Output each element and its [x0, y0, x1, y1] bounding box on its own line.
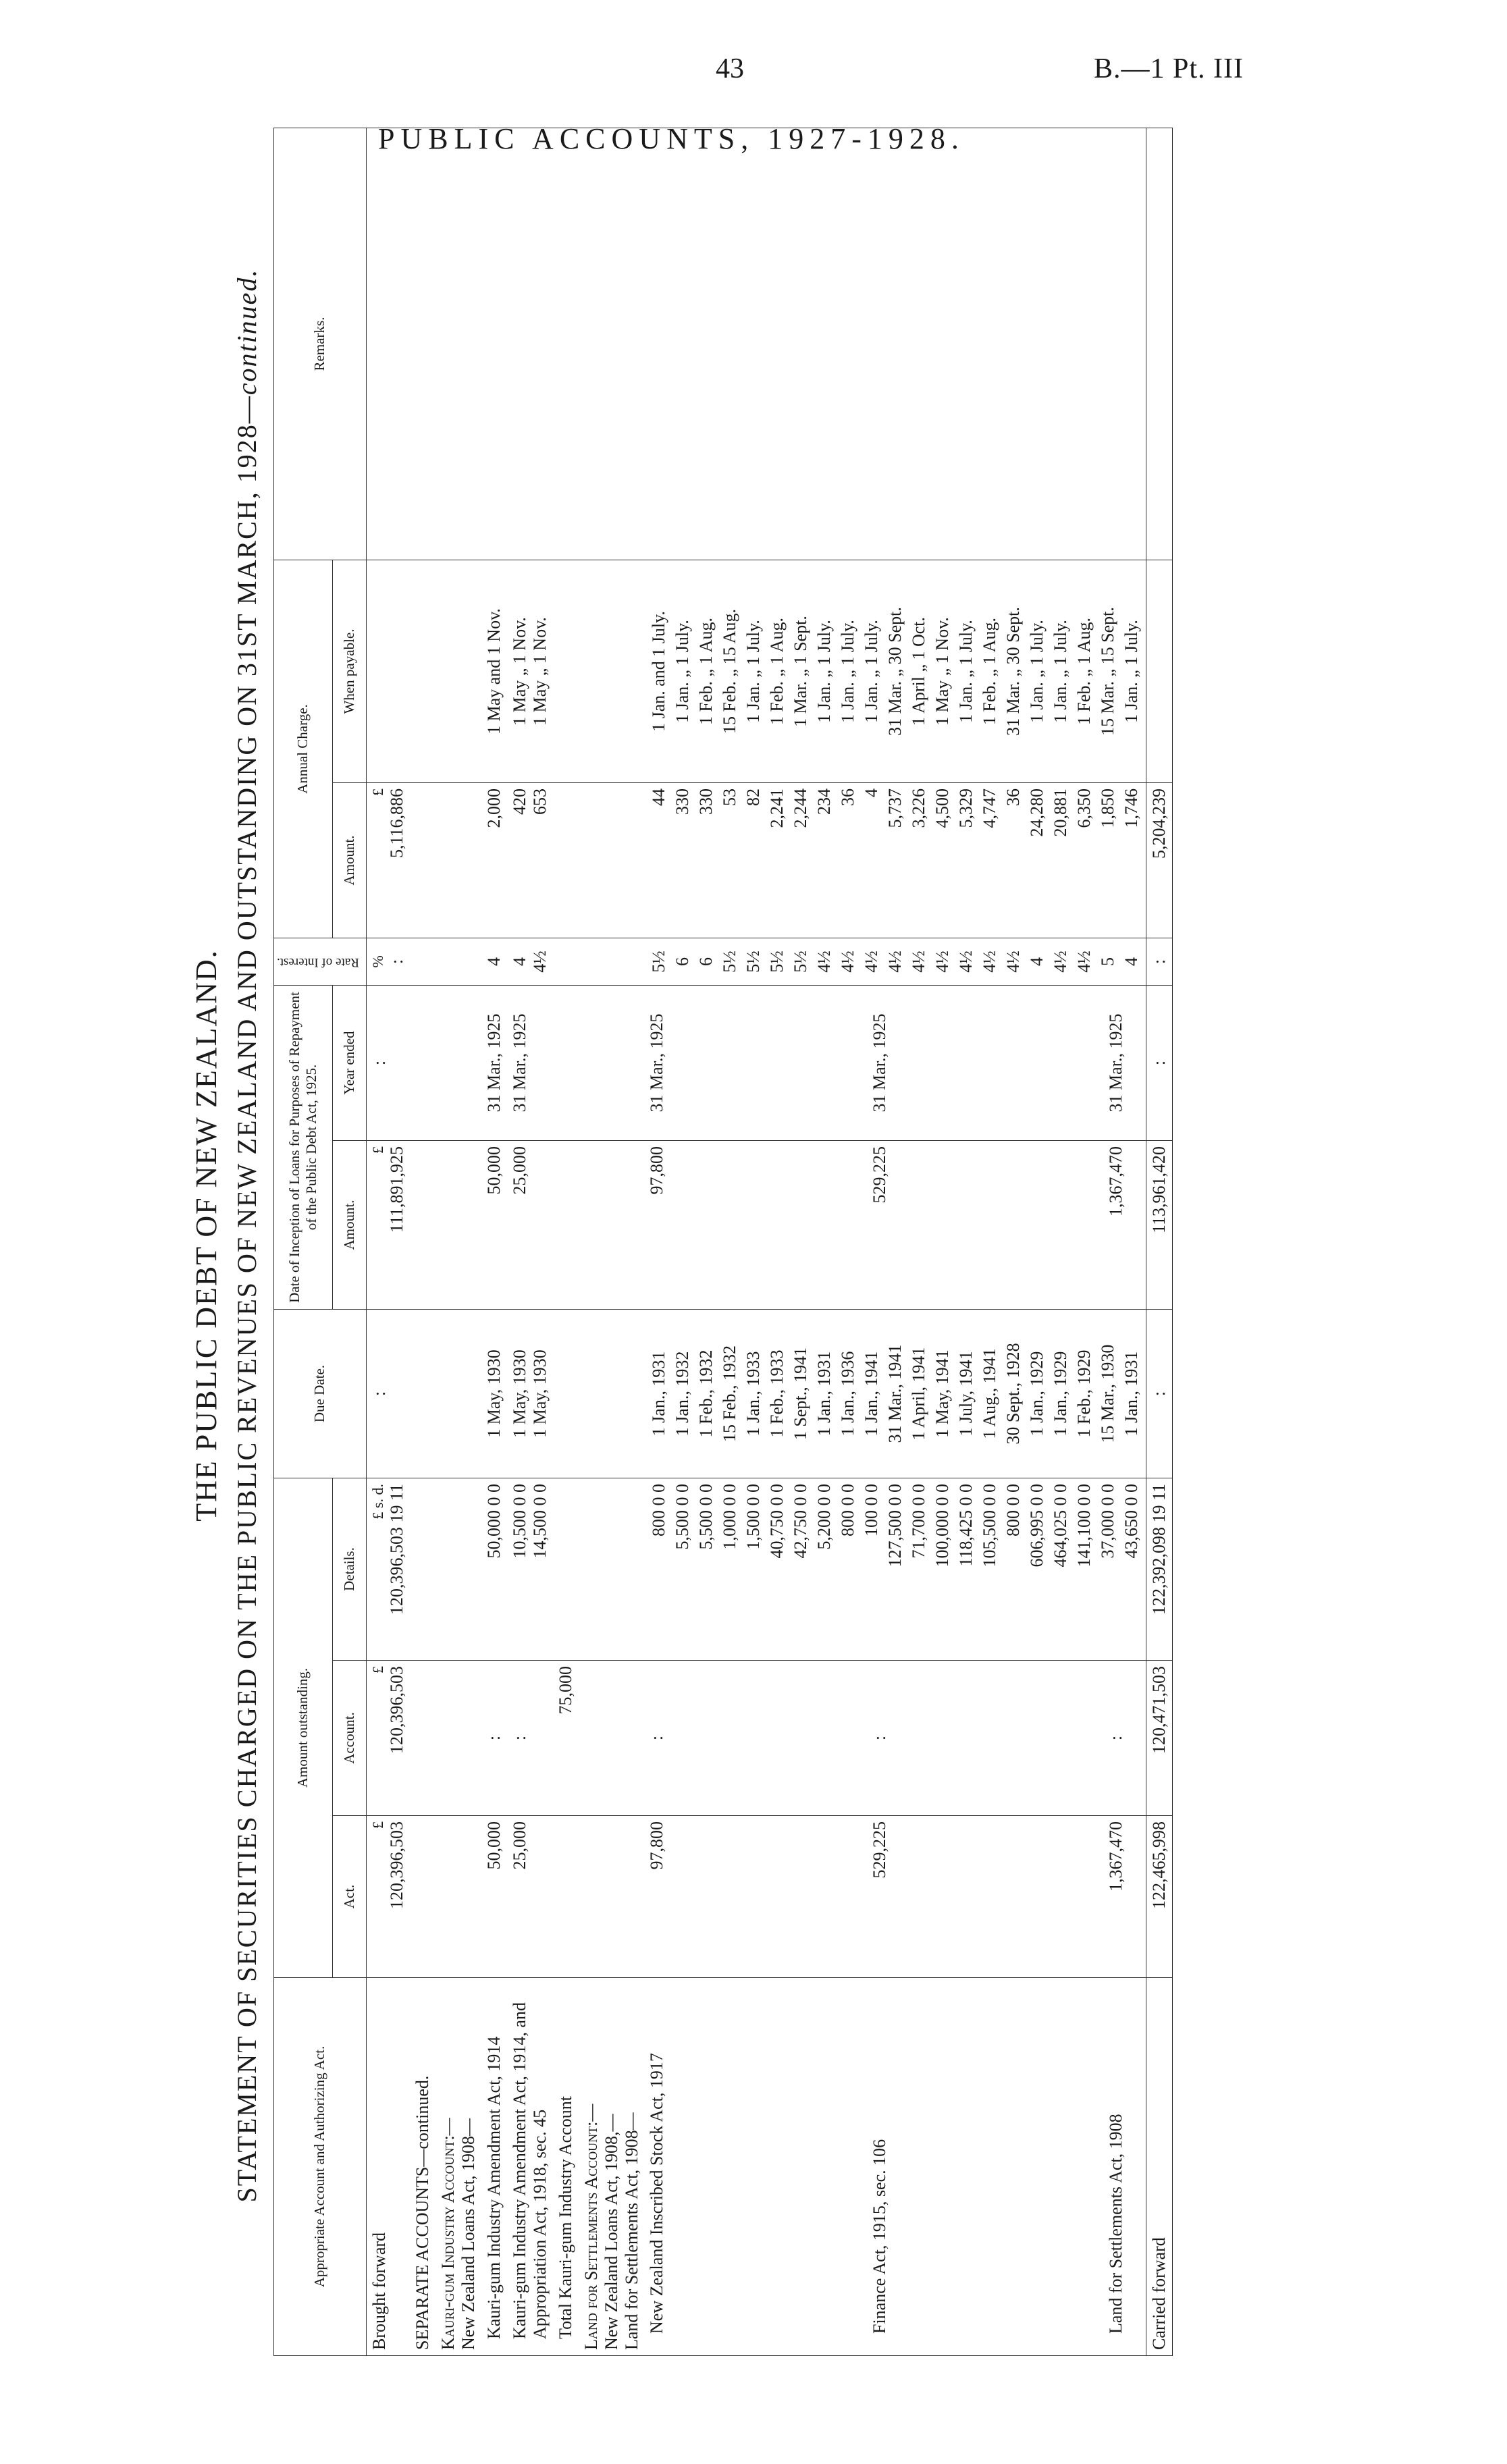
lfs-rate-line: 4½ [909, 950, 929, 973]
carried-forward-row [1146, 128, 1173, 2355]
rotated-table-sheet [189, 95, 1269, 2390]
col-header-act: Act. [332, 1816, 366, 1978]
lfs-due-line: 15 Mar., 1930 [1098, 1344, 1118, 1443]
lfs-detail-line: 37,000 0 0 [1098, 1484, 1118, 1559]
lfs-when-line: 1 Jan. „ 1 July. [862, 620, 882, 723]
lfs-detail-line: 5,500 0 0 [696, 1484, 716, 1550]
lfs-ac-line: 53 [720, 788, 740, 806]
lfs-rate-line: 5½ [720, 950, 740, 973]
lfs-ac-line: 2,241 [767, 788, 787, 828]
kauri-total: 75,000 [553, 1661, 579, 1816]
lfs-due-line: 1 Aug., 1941 [980, 1348, 1000, 1439]
lfs-when-line: 1 Feb. „ 1 Aug. [696, 618, 716, 725]
kauri-row-1-act: 50,000 [481, 1816, 507, 1978]
lfs-row-3-label: New Zealand Inscribed Stock Act, 1917 [647, 2053, 667, 2334]
col-header-inc-amount: Amount. [332, 1141, 366, 1310]
kauri-row-2 [507, 128, 553, 2355]
cf-ac-amount: 5,204,239 [1146, 782, 1173, 938]
lfs-ac-line: 44 [649, 788, 669, 806]
lfs-ac-line: 20,881 [1051, 788, 1071, 837]
lfs-detail-line: 105,500 0 0 [980, 1484, 1000, 1568]
lfs-due-line: 1 Sept., 1941 [791, 1347, 811, 1441]
lfs-when-line: 1 Jan. „ 1 July. [838, 620, 858, 723]
lfs-when-line: 1 Jan. „ 1 July. [672, 620, 693, 723]
lfs-detail-line: 71,700 0 0 [909, 1484, 929, 1559]
col-header-details: Details. [332, 1478, 366, 1661]
lfs-acts-amounts: 97,800 529,225 1,367,470 [644, 1816, 1146, 1978]
lfs-due-line: 1 Jan., 1941 [862, 1351, 882, 1437]
kauri-heading: Kauri-gum Industry Account:— [438, 2118, 458, 2350]
lfs-when-line: 1 Feb. „ 1 Aug. [767, 618, 787, 725]
kauri-subheading: New Zealand Loans Act, 1908— [458, 2118, 478, 2350]
lfs-due-line: 1 Jan., 1932 [672, 1351, 693, 1437]
lfs-ac-line: 6,350 [1074, 788, 1094, 828]
lfs-detail-line: 141,100 0 0 [1074, 1484, 1094, 1568]
kauri-row-2-year: 31 Mar., 1925 [507, 985, 553, 1140]
lfs-heading-row [579, 128, 645, 2355]
kauri-total-label: Total Kauri-gum Industry Account [553, 1978, 579, 2356]
lfs-detail-line: 100,000 0 0 [932, 1484, 953, 1568]
lfs-ac-line: 330 [672, 788, 693, 815]
lfs-rate-line: 6 [696, 957, 716, 966]
bf-details: £ s. d. 120,396,503 19 11 [367, 1478, 411, 1661]
lfs-detail-line: 800 0 0 [649, 1484, 669, 1536]
kauri-row-1-label: Kauri-gum Industry Amendment Act, 1914 [481, 1978, 507, 2356]
lfs-ac-line: 5,329 [956, 788, 976, 828]
lfs-when-line: 31 Mar. „ 30 Sept. [1003, 607, 1024, 736]
separate-accounts-heading: SEPARATE ACCOUNTS—continued. [410, 1978, 435, 2356]
kauri-total-row [553, 128, 579, 2355]
lfs-detail-line: 40,750 0 0 [767, 1484, 787, 1559]
table-subtitle [231, 88, 263, 2383]
lfs-detail-line: 5,500 0 0 [672, 1484, 693, 1550]
lfs-when-line: 1 Jan. „ 1 July. [1027, 620, 1047, 723]
lfs-ac-amounts [644, 782, 1146, 938]
lfs-when-payable [644, 560, 1146, 782]
lfs-when-line: 1 Feb. „ 1 Aug. [980, 618, 1000, 725]
cf-details: 122,392,098 19 11 [1146, 1478, 1173, 1661]
lfs-due-line: 30 Sept., 1928 [1003, 1343, 1024, 1445]
lfs-due-line: 31 Mar., 1941 [885, 1344, 905, 1443]
kauri-row-1-year: 31 Mar., 1925 [481, 985, 507, 1140]
lfs-due-line: 1 July, 1941 [956, 1351, 976, 1437]
lfs-detail-line: 606,995 0 0 [1027, 1484, 1047, 1568]
lfs-rate-line: 4 [1027, 957, 1047, 966]
lfs-ac-line: 330 [696, 788, 716, 815]
lfs-ac-line: 4,747 [980, 788, 1000, 828]
lfs-due-line: 1 Jan., 1929 [1051, 1351, 1071, 1437]
lfs-due-line: 1 Jan., 1929 [1027, 1351, 1047, 1437]
col-header-remarks: Remarks. [274, 128, 367, 560]
lfs-ac-line: 36 [1003, 788, 1024, 806]
lfs-when-line: 15 Feb. „ 15 Aug. [720, 609, 740, 734]
kauri-row-2-account: : [507, 1661, 553, 1816]
lfs-detail-line: 42,750 0 0 [791, 1484, 811, 1559]
lfs-when-line: 31 Mar. „ 30 Sept. [885, 607, 905, 736]
kauri-row-2-label: Kauri-gum Industry Amendment Act, 1914, and Appropriation Act, 1918, sec. 45 [507, 1978, 553, 2356]
lfs-ac-line: 3,226 [909, 788, 929, 828]
cf-rate: : [1146, 938, 1173, 985]
lfs-rate-line: 4½ [932, 950, 953, 973]
lfs-due-line: 1 Jan., 1931 [814, 1351, 835, 1437]
bf-inc-amount: £ 111,891,925 [367, 1141, 411, 1310]
lfs-ac-line: 234 [814, 788, 835, 815]
kauri-row-2-details: 10,500 0 0 14,500 0 0 [507, 1478, 553, 1661]
rate-label: Rate of Interest. [277, 955, 359, 969]
lfs-rate-line: 5½ [649, 950, 669, 973]
lfs-ac-line: 4,500 [932, 788, 953, 828]
lfs-ac-line: 2,244 [791, 788, 811, 828]
bf-rate: % : [367, 938, 411, 985]
lfs-due-line: 1 Feb., 1932 [696, 1349, 716, 1438]
cf-act: 122,465,998 [1146, 1816, 1173, 1978]
lfs-acts [644, 1978, 1146, 2356]
lfs-inc-amounts: 97,800 529,225 1,367,470 [644, 1141, 1146, 1310]
brought-forward-row [367, 128, 411, 2355]
lfs-detail-line: 800 0 0 [1003, 1484, 1024, 1536]
lfs-when-line: 1 Jan. „ 1 July. [956, 620, 976, 723]
kauri-row-2-ac: 420 653 [507, 782, 553, 938]
lfs-row [644, 128, 1146, 2355]
col-header-year-ended: Year ended [332, 985, 366, 1140]
lfs-years: 31 Mar., 1925 31 Mar., 1925 31 Mar., 1925 [644, 985, 1146, 1140]
lfs-ac-line: 4 [862, 788, 882, 797]
table-title: THE PUBLIC DEBT OF NEW ZEALAND. [190, 949, 223, 1522]
bf-due: : [367, 1310, 411, 1478]
lfs-when-line: 1 Jan. „ 1 July. [743, 620, 764, 723]
lfs-when-line: 1 April „ 1 Oct. [909, 616, 929, 726]
carried-forward-label: Carried forward [1146, 1978, 1173, 2356]
lfs-detail-line: 464,025 0 0 [1051, 1484, 1071, 1568]
col-header-account-col: Account. [332, 1661, 366, 1816]
subtitle-text: STATEMENT OF SECURITIES CHARGED ON THE PUBLIC REVENUES OF NEW ZEALAND AND OUTSTANDING ON 31ST MARCH, 1928— [232, 395, 262, 2203]
lfs-rate-line: 4½ [1051, 950, 1071, 973]
lfs-detail-line: 43,650 0 0 [1121, 1484, 1142, 1559]
lfs-sub1: New Zealand Loans Act, 1908,— [601, 2114, 621, 2350]
subtitle-continued: continued. [232, 268, 262, 396]
page-number: 43 [716, 53, 744, 84]
lfs-ac-line: 1,850 [1098, 788, 1118, 828]
lfs-due-line: 1 Jan., 1936 [838, 1351, 858, 1437]
lfs-due-line: 1 Jan., 1933 [743, 1351, 764, 1437]
lfs-when-line: 1 Jan. „ 1 July. [1121, 620, 1142, 723]
brought-forward-label: Brought forward [367, 1978, 411, 2356]
lfs-rate-line: 4½ [1074, 950, 1094, 973]
lfs-detail-line: 5,200 0 0 [814, 1484, 835, 1550]
lfs-rate-line: 4½ [862, 950, 882, 973]
kauri-row-2-act: 25,000 [507, 1816, 553, 1978]
lfs-rates [644, 938, 1146, 985]
cf-due: : [1146, 1310, 1173, 1478]
kauri-row-1 [481, 128, 507, 2355]
lfs-rate-line: 4½ [885, 950, 905, 973]
lfs-when-line: 1 Feb. „ 1 Aug. [1074, 618, 1094, 725]
lfs-when-line: 1 Mar. „ 1 Sept. [791, 616, 811, 727]
lfs-heading: Land for Settlements Account:— [581, 2104, 601, 2350]
kauri-row-2-due: 1 May, 1930 1 May, 1930 [507, 1310, 553, 1478]
lfs-due-line: 1 May, 1941 [932, 1349, 953, 1438]
lfs-when-line: 1 May „ 1 Nov. [932, 617, 953, 726]
lfs-due-line: 1 Feb., 1929 [1074, 1349, 1094, 1438]
lfs-when-line: 15 Mar. „ 15 Sept. [1098, 607, 1118, 736]
lfs-when-line: 1 Jan. „ 1 July. [814, 620, 835, 723]
kauri-row-2-inc: 25,000 [507, 1141, 553, 1310]
lfs-sub2: Land for Settlements Act, 1908— [621, 2112, 641, 2350]
lfs-ac-line: 1,746 [1121, 788, 1142, 828]
col-header-amount-outstanding: Amount outstanding. [274, 1478, 333, 1978]
lfs-ac-line: 5,737 [885, 788, 905, 828]
cf-inc-amount: 113,961,420 [1146, 1141, 1173, 1310]
col-header-due-date: Due Date. [274, 1310, 367, 1478]
bf-ac-amount: £ 5,116,886 [367, 782, 411, 938]
lfs-when-line: 1 Jan. and 1 July. [649, 611, 669, 732]
kauri-row-1-inc: 50,000 [481, 1141, 507, 1310]
public-debt-table [273, 128, 1173, 2356]
col-header-account: Appropriate Account and Authorizing Act. [274, 1978, 367, 2356]
lfs-due-line: 15 Feb., 1932 [720, 1345, 740, 1442]
bf-account: £ 120,396,503 [367, 1661, 411, 1816]
col-header-inception: Date of Inception of Loans for Purposes of Repayment of the Public Debt Act, 1925. [274, 985, 333, 1309]
kauri-row-1-rate: 4 [481, 938, 507, 985]
bf-act: £ 120,396,503 [367, 1816, 411, 1978]
lfs-rate-line: 5½ [743, 950, 764, 973]
lfs-rate-line: 4½ [838, 950, 858, 973]
lfs-details [644, 1478, 1146, 1661]
lfs-detail-line: 100 0 0 [862, 1484, 882, 1536]
bf-year: : [367, 985, 411, 1140]
kauri-row-1-when: 1 May and 1 Nov. [481, 560, 507, 782]
lfs-rate-line: 4½ [956, 950, 976, 973]
lfs-due-line: 1 Jan., 1931 [649, 1351, 669, 1437]
lfs-detail-line: 1,000 0 0 [720, 1484, 740, 1550]
lfs-rate-line: 5½ [767, 950, 787, 973]
kauri-row-1-ac: 2,000 [481, 782, 507, 938]
lfs-detail-line: 127,500 0 0 [885, 1484, 905, 1568]
lfs-ac-line: 36 [838, 788, 858, 806]
kauri-row-1-details: 50,000 0 0 [481, 1478, 507, 1661]
lfs-ac-line: 24,280 [1027, 788, 1047, 837]
lfs-ac-line: 82 [743, 788, 764, 806]
lfs-accounts: : : : [644, 1661, 1146, 1816]
lfs-rate-line: 4½ [814, 950, 835, 973]
col-header-rate [274, 938, 367, 985]
col-header-ac-amount: Amount. [332, 782, 366, 938]
lfs-rate-line: 4½ [980, 950, 1000, 973]
lfs-row-5-label: Land for Settlements Act, 1908 [1106, 2114, 1126, 2334]
lfs-detail-line: 1,500 0 0 [743, 1484, 764, 1550]
lfs-due-line: 1 April, 1941 [909, 1347, 929, 1441]
lfs-rate-line: 4 [1121, 957, 1142, 966]
kauri-row-2-rate: 4 4½ [507, 938, 553, 985]
lfs-rate-line: 4½ [1003, 950, 1024, 973]
kauri-row-1-account: : [481, 1661, 507, 1816]
lfs-rate-line: 5½ [791, 950, 811, 973]
lfs-rate-line: 5 [1098, 957, 1118, 966]
document-reference: B.—1 Pt. III [1094, 53, 1244, 84]
lfs-due-line: 1 Jan., 1931 [1121, 1351, 1142, 1437]
cf-account: 120,471,503 [1146, 1661, 1173, 1816]
kauri-row-1-due: 1 May, 1930 [481, 1310, 507, 1478]
col-header-annual-charge: Annual Charge. [274, 560, 333, 938]
kauri-row-2-when: 1 May „ 1 Nov. 1 May „ 1 Nov. [507, 560, 553, 782]
lfs-row-4-label: Finance Act, 1915, sec. 106 [870, 2139, 890, 2334]
cf-year: : [1146, 985, 1173, 1140]
lfs-when-line: 1 Jan. „ 1 July. [1051, 620, 1071, 723]
lfs-due-line: 1 Feb., 1933 [767, 1349, 787, 1438]
page-title: PUBLIC ACCOUNTS, 1927-1928. [378, 122, 965, 155]
kauri-heading-row [435, 128, 481, 2355]
lfs-rate-line: 6 [672, 957, 693, 966]
lfs-due-dates [644, 1310, 1146, 1478]
lfs-detail-line: 800 0 0 [838, 1484, 858, 1536]
lfs-detail-line: 118,425 0 0 [956, 1484, 976, 1567]
separate-accounts-row [410, 128, 435, 2355]
col-header-when-payable: When payable. [332, 560, 366, 782]
